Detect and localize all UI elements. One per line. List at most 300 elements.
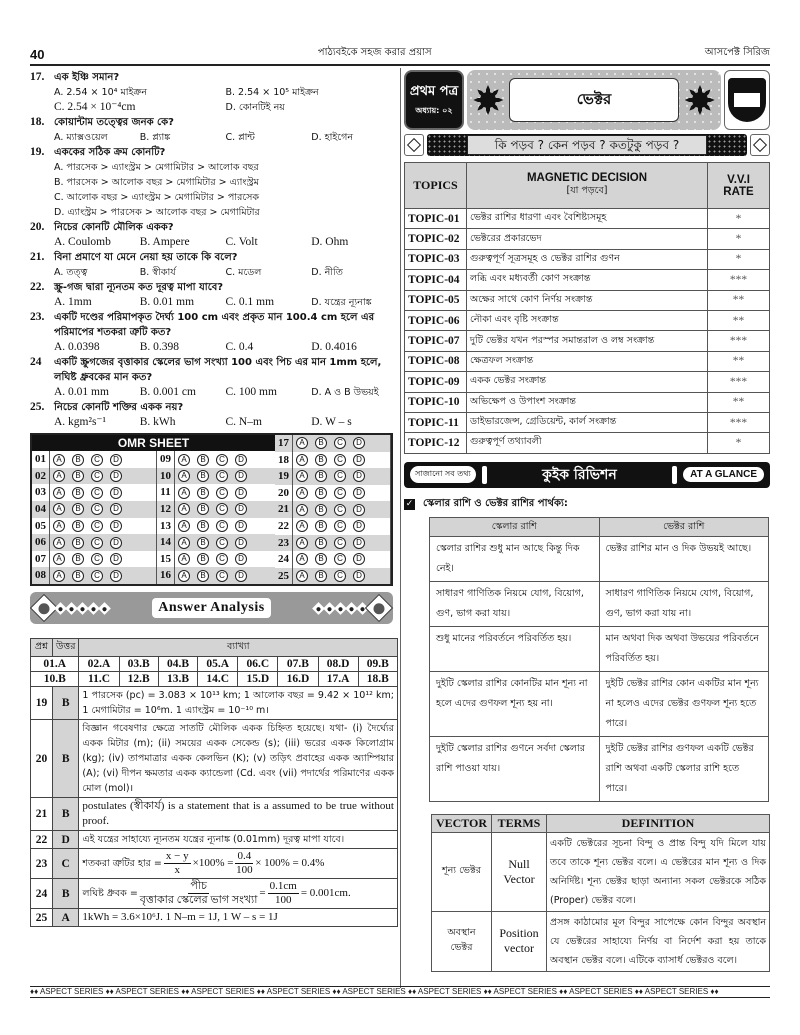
chapter-title-box (467, 70, 721, 130)
vector-cell: মান অথবা দিক অথবা উভয়ের পরিবর্তনে পরিবর্তিত হয়। (599, 626, 769, 671)
bubble-d[interactable]: D (110, 553, 122, 565)
bubble-a[interactable]: A (296, 504, 308, 516)
checkbox-icon: ✓ (405, 498, 414, 509)
bubble-a[interactable]: A (53, 553, 65, 565)
question-number: 19 (31, 687, 53, 720)
question-number: 21 (31, 798, 53, 831)
answer-key: 04.B (158, 657, 197, 672)
topic-id: TOPIC-09 (405, 372, 467, 392)
topic-name: ডাইভারজেন্স, গ্রেডিয়েন্ট, কার্ল সংক্রান্ত (467, 412, 708, 432)
option-d[interactable]: D. 0.4016 (311, 341, 357, 353)
col-question: প্রশ্ন (31, 639, 53, 657)
options (30, 235, 397, 250)
topic-row (405, 372, 770, 392)
option-d[interactable]: D. A ও B উভয়ই (311, 387, 379, 398)
bubble-c[interactable]: C (91, 454, 103, 466)
omr-column-1 (32, 451, 157, 584)
formula-label: লঘিষ্ট ধ্রুবক = (82, 888, 138, 900)
omr-question-number: 23 (275, 535, 293, 552)
omr-row (32, 451, 156, 468)
answer-key: 03.B (119, 657, 158, 672)
mcq-item (30, 145, 397, 220)
option-d[interactable]: D. হাইগেন (311, 132, 354, 143)
answer-key: 07.B (278, 657, 318, 672)
bubble-d[interactable]: D (235, 520, 247, 532)
option-c[interactable]: C. Volt (225, 236, 258, 248)
topic-id: TOPIC-06 (405, 310, 467, 330)
bubble-b[interactable]: B (72, 520, 84, 532)
omr-row (275, 435, 390, 452)
col-explanation: ব্যাখ্যা (79, 639, 398, 657)
scalar-cell: স্কেলার রাশির শুধু মান আছে কিন্তু দিক নেই। (430, 536, 600, 581)
option-c[interactable]: C. প্লান্ট (225, 132, 255, 143)
formula-mid: ×100% = (192, 857, 234, 870)
page-footer: ♦♦ ASPECT SERIES ♦♦ ASPECT SERIES ♦♦ ASPECT SERIES ♦♦ ASPECT SERIES ♦♦ ASPECT SERIES ♦♦ ASPECT SERIES ♦♦ ASPECT SERIES ♦♦ ASPECT SERIES ♦♦ ASPECT SERIES ♦♦ (30, 986, 770, 998)
option-c[interactable]: C. 0.1 mm (225, 296, 275, 308)
crest-icon (728, 78, 766, 122)
option-d[interactable]: D. কোনটিই নয় (225, 102, 285, 113)
option-b[interactable]: B. পারসেক > আলোক বছর > মেগামিটার > এ্যাংস্ট্রম (54, 177, 259, 188)
question-number: 20 (31, 720, 53, 798)
options (30, 295, 397, 310)
mcq-item (30, 250, 397, 280)
bubble-b[interactable]: B (197, 487, 209, 499)
comparison-row (430, 626, 769, 671)
bubble-a[interactable]: A (296, 470, 308, 482)
bubble-a[interactable]: A (296, 537, 308, 549)
option-d[interactable]: D. নীতি (311, 267, 343, 278)
bubble-d[interactable]: D (110, 503, 122, 515)
bubble-a[interactable]: A (296, 487, 308, 499)
answer-key: 16.D (278, 672, 318, 687)
bubble-d[interactable]: D (353, 470, 365, 482)
bubble-d[interactable]: D (235, 570, 247, 582)
option-a[interactable]: A. ম্যাক্সওয়েল (54, 132, 108, 143)
bubble-a[interactable]: A (178, 520, 190, 532)
option-d[interactable]: D. এ্যাংস্ট্রম > পারসেক > আলোক বছর > মেগামিটার (54, 207, 260, 218)
topic-row (405, 209, 770, 229)
bubble-d[interactable]: D (235, 454, 247, 466)
topic-name: লব্ধি এবং মধ্যবর্তী কোণ সংক্রান্ত (467, 270, 708, 290)
answer-key: 08.D (318, 657, 358, 672)
bubble-c[interactable]: C (334, 504, 346, 516)
bubble-d[interactable]: D (353, 553, 365, 565)
bubble-b[interactable]: B (315, 470, 327, 482)
bubble-d[interactable]: D (235, 470, 247, 482)
options (30, 385, 397, 400)
denominator: 100 (274, 894, 292, 907)
topic-id: TOPIC-10 (405, 392, 467, 412)
bubble-c[interactable]: C (91, 570, 103, 582)
bubble-d[interactable]: D (110, 537, 122, 549)
bubble-d[interactable]: D (235, 503, 247, 515)
mcq-item (30, 355, 397, 400)
omr-question-number: 09 (157, 451, 175, 468)
omr-column-2 (157, 451, 275, 584)
omr-question-number: 12 (157, 501, 175, 518)
question-number: 18. (30, 116, 45, 128)
option-a[interactable]: A. তত্ত্ব (54, 267, 88, 278)
question-number: 17. (30, 71, 45, 83)
option-c[interactable]: C. 2.54 × 10⁻⁴cm (54, 101, 136, 113)
bubble-b[interactable]: B (72, 487, 84, 499)
topic-rate: * (708, 229, 770, 249)
answer-letter: C (53, 849, 79, 879)
answer-key: 02.A (79, 657, 119, 672)
bubble-a[interactable]: A (296, 437, 308, 449)
bubble-a[interactable]: A (53, 537, 65, 549)
bubble-d[interactable]: D (235, 537, 247, 549)
diamond-icon (98, 602, 111, 615)
option-d[interactable]: D. যন্ত্রের ন্যূনাঙ্ক (311, 297, 372, 308)
col-terms: TERMS (492, 814, 547, 832)
bubble-d[interactable]: D (353, 504, 365, 516)
topic-id: TOPIC-04 (405, 270, 467, 290)
explanation-text: 1 পারসেক (pc) = 3.083 × 10¹³ km; 1 আলোক বছর = 9.42 × 10¹² km; 1 মেগামিটার = 10⁶m. 1 এ্যাংস্ট্রম = 10⁻¹⁰ m। (79, 687, 398, 720)
question-number: 25 (31, 909, 53, 927)
topic-rate: *** (708, 270, 770, 290)
bubble-a[interactable]: A (53, 570, 65, 582)
bubble-b[interactable]: B (315, 487, 327, 499)
bubble-b[interactable]: B (315, 553, 327, 565)
option-b[interactable]: B. kWh (139, 416, 176, 428)
bubble-a[interactable]: A (178, 503, 190, 515)
topic-rate: *** (708, 412, 770, 432)
bubble-c[interactable]: C (216, 487, 228, 499)
option-a[interactable]: A. 0.0398 (54, 341, 100, 353)
option-a[interactable]: A. Coulomb (54, 236, 111, 248)
bubble-d[interactable]: D (110, 487, 122, 499)
topic-rate: ** (708, 310, 770, 330)
bubble-a[interactable]: A (296, 454, 308, 466)
omr-question-number: 15 (157, 551, 175, 568)
omr-question-number: 11 (157, 484, 175, 501)
answer-key-row (31, 672, 398, 687)
topic-name: একক ভেক্টর সংক্রান্ত (467, 372, 708, 392)
mcq-item (30, 220, 397, 250)
option-d[interactable]: D. Ohm (311, 236, 349, 248)
bubble-b[interactable]: B (315, 520, 327, 532)
topic-name: গুরুত্বপূর্ণ তথ্যাবলী (467, 433, 708, 453)
omr-title: OMR SHEET (32, 435, 275, 451)
omr-question-number: 02 (32, 468, 50, 485)
option-a[interactable]: A. পারসেক > এ্যাংস্ট্রম > মেগামিটার > আলোক বছর (54, 162, 259, 173)
bubble-b[interactable]: B (197, 454, 209, 466)
denominator: x (174, 864, 180, 877)
answer-key: 09.B (358, 657, 397, 672)
bubble-d[interactable]: D (110, 470, 122, 482)
info-icon (482, 466, 487, 484)
bubble-b[interactable]: B (197, 503, 209, 515)
explanation-text (79, 849, 398, 879)
topics-table (404, 162, 770, 454)
quick-revision-bar (404, 462, 770, 488)
numerator: পীচ (190, 880, 207, 893)
omr-sheet (30, 433, 393, 586)
bubble-b[interactable]: B (197, 570, 209, 582)
vector-term-row (432, 832, 770, 911)
mcq-item (30, 115, 397, 145)
question-bar-text: কি পড়ব ? কেন পড়ব ? কতটুকু পড়ব ? (467, 135, 707, 155)
omr-question-number: 19 (275, 468, 293, 485)
bubble-b[interactable]: B (315, 570, 327, 582)
at-a-glance-pill: AT A GLANCE (683, 467, 764, 482)
explanation-text: বিজ্ঞান গবেষণার ক্ষেত্রে সাতটি মৌলিক একক চিহ্নিত হয়েছে। যথা- (i) দৈর্ঘ্যের একক মিটার (m); (ii) সময়ের একক সেকেন্ড (s); (iii) ভরের একক কিলোগ্রাম (kg); (iv) তাপমাত্রার একক কেলভিন (K); (v) তড়িৎ প্রবাহের একক অ্যাম্পিয়ার (A); (vi) দীপন ক্ষমতার একক ক্যান্ডেলা (Cd. এবং (vii) পদার্থের পরিমাণের একক মোল (mol)। (79, 720, 398, 798)
omr-row (32, 518, 156, 535)
bubble-c[interactable]: C (216, 520, 228, 532)
scalar-cell: দুইটি স্কেলার রাশির গুণনে সর্বদা স্কেলার রাশি পাওয়া যায়। (430, 736, 600, 801)
question-text: এক ইঞ্চি সমান? (54, 72, 120, 83)
decision-title: MAGNETIC DECISION (526, 172, 648, 184)
comparison-row (430, 671, 769, 736)
bubble-a[interactable]: A (53, 470, 65, 482)
explanation-row (31, 879, 398, 909)
bubble-d[interactable]: D (353, 520, 365, 532)
option-b[interactable]: B. 0.01 mm (139, 296, 195, 308)
numerator: 0.1cm (269, 880, 297, 893)
answer-letter: A (53, 909, 79, 927)
bubble-a[interactable]: A (53, 503, 65, 515)
question-number: 23 (31, 849, 53, 879)
quick-revision-title: কুইক রিভিশন (542, 466, 617, 483)
bubble-b[interactable]: B (72, 470, 84, 482)
vector-name: শূন্য ভেক্টর (432, 832, 492, 911)
bubble-c[interactable]: C (216, 553, 228, 565)
bubble-d[interactable]: D (353, 537, 365, 549)
bubble-b[interactable]: B (197, 537, 209, 549)
bubble-d[interactable]: D (235, 487, 247, 499)
bubble-d[interactable]: D (353, 487, 365, 499)
answer-letter: B (53, 687, 79, 720)
bubble-c[interactable]: C (334, 437, 346, 449)
answer-analysis-title: Answer Analysis (152, 598, 270, 618)
topic-rate: ** (708, 351, 770, 371)
bubble-a[interactable]: A (53, 487, 65, 499)
bubble-c[interactable]: C (216, 454, 228, 466)
diamond-icon (365, 594, 393, 622)
bubble-b[interactable]: B (315, 437, 327, 449)
series-name: আসপেক্ট সিরিজ (704, 47, 770, 58)
bubble-b[interactable]: B (72, 454, 84, 466)
topic-row (405, 229, 770, 249)
question-text: একটি স্ক্রুগজের বৃত্তাকার স্কেলের ভাগ সংখ্যা 100 এবং পিচ এর মান 1mm হলে, লঘিষ্ট ধ্রুবকের মান কত? (54, 357, 382, 383)
omr-row (32, 468, 156, 485)
bubble-b[interactable]: B (72, 553, 84, 565)
bubble-c[interactable]: C (91, 520, 103, 532)
topic-name: অভিক্ষেপ ও উপাংশ সংক্রান্ত (467, 392, 708, 412)
bubble-c[interactable]: C (216, 470, 228, 482)
option-a[interactable]: A. 1mm (54, 296, 92, 308)
bubble-d[interactable]: D (353, 454, 365, 466)
bubble-d[interactable]: D (235, 553, 247, 565)
bubble-c[interactable]: C (91, 503, 103, 515)
answer-analysis-banner (30, 592, 393, 624)
info-pill: সাজানো সব তথ্য (410, 466, 476, 483)
col-vector: ভেক্টর রাশি (599, 517, 769, 536)
numerator: 0.4 (237, 850, 252, 863)
bubble-b[interactable]: B (72, 537, 84, 549)
bubble-b[interactable]: B (72, 503, 84, 515)
vector-term: Null Vector (492, 832, 547, 911)
bubble-a[interactable]: A (296, 570, 308, 582)
bubble-c[interactable]: C (216, 537, 228, 549)
question-line (30, 145, 397, 160)
bubble-c[interactable]: C (334, 454, 346, 466)
topic-row (405, 392, 770, 412)
bubble-a[interactable]: A (178, 470, 190, 482)
option-b[interactable]: B. 2.54 × 10⁵ মাইক্রন (225, 87, 319, 98)
bubble-a[interactable]: A (178, 570, 190, 582)
bubble-b[interactable]: B (315, 454, 327, 466)
bubble-a[interactable]: A (296, 520, 308, 532)
option-b[interactable]: B. Ampere (139, 236, 190, 248)
question-line (30, 400, 397, 415)
bubble-a[interactable]: A (178, 487, 190, 499)
paper-badge (404, 70, 464, 130)
bubble-c[interactable]: C (334, 520, 346, 532)
answer-letter: B (53, 798, 79, 831)
question-line (30, 70, 397, 85)
formula-label: শতকরা ত্রুটির হার = (82, 858, 162, 870)
answer-key: 05.A (198, 657, 238, 672)
omr-row (275, 551, 390, 568)
option-c[interactable]: C. মডেল (225, 267, 262, 278)
fraction (235, 850, 253, 877)
omr-row (275, 535, 390, 552)
question-number: 21. (30, 251, 45, 263)
mcq-item (30, 70, 397, 115)
question-line (30, 220, 397, 235)
question-text: বিনা প্রমাণে যা মেনে নেয়া হয় তাকে কি বলে? (54, 252, 238, 263)
omr-row (157, 567, 275, 584)
omr-question-number: 08 (32, 567, 50, 584)
bubble-c[interactable]: C (91, 470, 103, 482)
bubble-d[interactable]: D (110, 454, 122, 466)
bubble-c[interactable]: C (216, 570, 228, 582)
fraction (268, 880, 299, 907)
scalar-cell: শুধু মানের পরিবর্তনে পরিবর্তিত হয়। (430, 626, 600, 671)
omr-row (32, 551, 156, 568)
col-definition: DEFINITION (547, 814, 770, 832)
option-a[interactable]: A. 2.54 × 10⁴ মাইক্রন (54, 87, 148, 98)
bubble-c[interactable]: C (216, 503, 228, 515)
bubble-c[interactable]: C (334, 537, 346, 549)
diamond-icon (404, 134, 424, 156)
option-b[interactable]: B. 0.398 (139, 341, 180, 353)
question-bar (404, 134, 770, 156)
omr-column-3 (275, 435, 391, 584)
page-header (30, 46, 770, 66)
topic-name: গুরুত্বপূর্ণ সূত্রসমূহ ও ভেক্টর রাশির গুণন (467, 249, 708, 269)
numerator: x − y (165, 850, 189, 863)
bubble-c[interactable]: C (334, 487, 346, 499)
bubble-b[interactable]: B (197, 470, 209, 482)
explanation-row (31, 720, 398, 798)
topic-name: দুটি ভেক্টর যখন পরস্পর সমান্তরাল ও লম্ব সংক্রান্ত (467, 331, 708, 351)
topic-id: TOPIC-08 (405, 351, 467, 371)
question-number: 25. (30, 401, 45, 413)
bubble-b[interactable]: B (315, 537, 327, 549)
explanation-text (79, 879, 398, 909)
option-a[interactable]: A. 0.01 mm (54, 386, 109, 398)
question-number: 22. (30, 281, 45, 293)
topic-name: ভেক্টর রাশির ধারণা এবং বৈশিষ্ট্যসমূহ (467, 209, 708, 229)
denominator: 100 (236, 864, 253, 877)
option-c[interactable]: C. আলোক বছর > এ্যাংস্ট্রম > মেগামিটার > পারসেক (54, 192, 260, 203)
topic-id: TOPIC-07 (405, 331, 467, 351)
option-b[interactable]: B. স্বীকার্য (139, 267, 176, 278)
answer-key-row (31, 657, 398, 672)
omr-row (32, 484, 156, 501)
bubble-a[interactable]: A (178, 454, 190, 466)
question-text: কোয়ান্টাম তত্ত্বের জনক কে? (54, 117, 174, 128)
bubble-b[interactable]: B (197, 520, 209, 532)
omr-row (275, 452, 390, 469)
bubble-d[interactable]: D (353, 570, 365, 582)
bubble-d[interactable]: D (110, 520, 122, 532)
chapter-label: অধ্যায়: ০২ (415, 106, 453, 115)
question-number: 24 (31, 879, 53, 909)
bubble-d[interactable]: D (353, 437, 365, 449)
decision-subtitle: [যা পড়বে] (566, 185, 608, 196)
bubble-b[interactable]: B (315, 504, 327, 516)
option-c[interactable]: C. N–m (225, 416, 262, 428)
topic-row (405, 351, 770, 371)
right-column (404, 70, 770, 972)
option-d[interactable]: D. W – s (311, 416, 352, 428)
omr-question-number: 17 (275, 435, 293, 452)
topic-name: নৌকা এবং বৃষ্টি সংক্রান্ত (467, 310, 708, 330)
option-b[interactable]: B. প্ল্যাঙ্ক (139, 132, 171, 143)
topic-id: TOPIC-03 (405, 249, 467, 269)
bubble-d[interactable]: D (110, 570, 122, 582)
answer-letter: B (53, 879, 79, 909)
option-c[interactable]: C. 0.4 (225, 341, 254, 353)
bubble-c[interactable]: C (91, 537, 103, 549)
option-c[interactable]: C. 100 mm (225, 386, 277, 398)
bubble-b[interactable]: B (197, 553, 209, 565)
bubble-c[interactable]: C (334, 570, 346, 582)
omr-row (157, 534, 275, 551)
bubble-c[interactable]: C (334, 470, 346, 482)
bubble-c[interactable]: C (91, 487, 103, 499)
topic-rate: *** (708, 331, 770, 351)
bubble-a[interactable]: A (53, 454, 65, 466)
omr-question-number: 01 (32, 451, 50, 468)
sun-icon (686, 86, 714, 114)
topic-name: ভেক্টরের প্রকারভেদ (467, 229, 708, 249)
omr-question-number: 21 (275, 501, 293, 518)
vector-cell: দুইটি ভেক্টর রাশির গুণফল একটি ভেক্টর রাশি অথবা একটি স্কেলার রাশি হতে পারে। (599, 736, 769, 801)
topic-rate: *** (708, 372, 770, 392)
bubble-a[interactable]: A (178, 537, 190, 549)
mcq-item (30, 310, 397, 355)
bubble-c[interactable]: C (334, 553, 346, 565)
bubble-b[interactable]: B (72, 570, 84, 582)
answer-key: 12.B (119, 672, 158, 687)
bubble-c[interactable]: C (91, 553, 103, 565)
comparison-heading (404, 496, 770, 513)
omr-row (157, 468, 275, 485)
bubble-a[interactable]: A (296, 553, 308, 565)
answer-key: 17.A (318, 672, 358, 687)
bubble-a[interactable]: A (178, 553, 190, 565)
option-b[interactable]: B. 0.001 cm (139, 386, 196, 398)
omr-question-number: 10 (157, 468, 175, 485)
option-a[interactable]: A. kgm²s⁻¹ (54, 416, 106, 428)
bubble-a[interactable]: A (53, 520, 65, 532)
formula-result: = 0.001cm. (300, 887, 351, 900)
